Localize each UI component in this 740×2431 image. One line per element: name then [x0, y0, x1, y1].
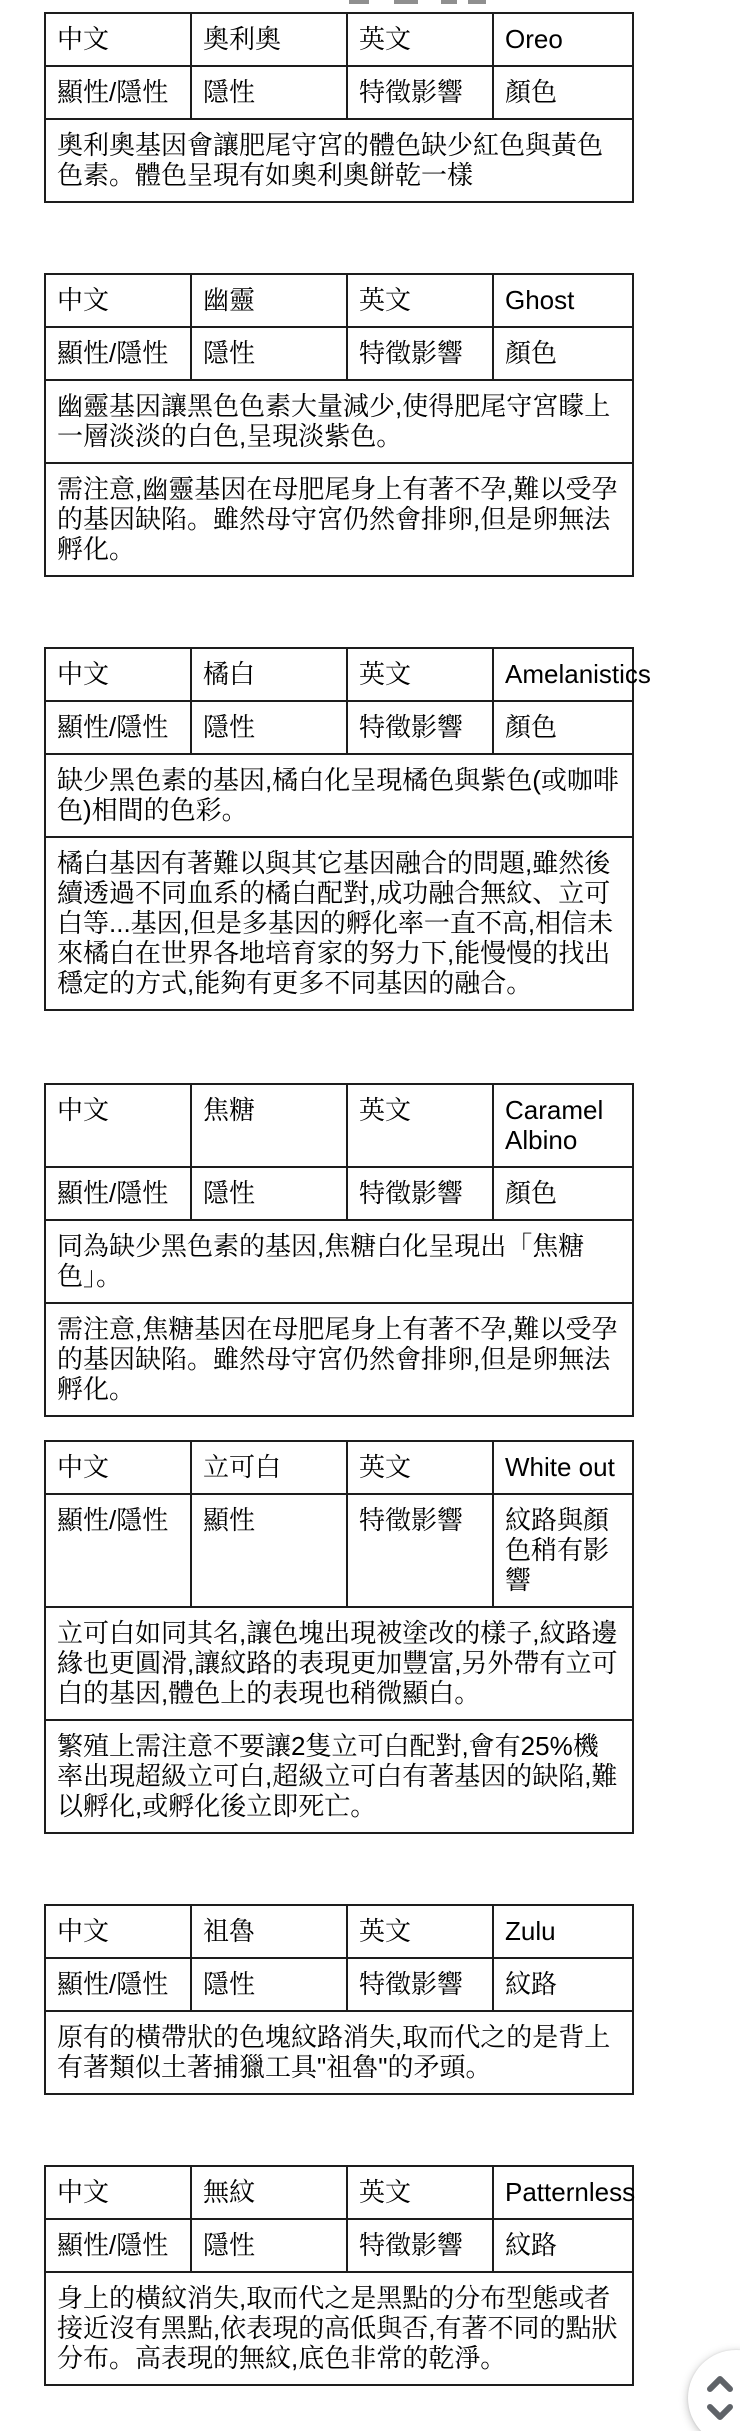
- gene-name-en: Patternless: [493, 2166, 633, 2219]
- table-row: [45, 1303, 633, 1416]
- label-trait: 特徵影響: [347, 701, 493, 754]
- table-row: [45, 274, 633, 327]
- table-row: [45, 380, 633, 463]
- label-dominance: 顯性/隱性: [45, 2219, 191, 2272]
- gene-name-zh: 幽靈: [191, 274, 347, 327]
- gene-trait: 顏色: [493, 1167, 633, 1220]
- gene-name-en: Amelanistics: [493, 648, 633, 701]
- table-row: [45, 1607, 633, 1720]
- gene-trait: 紋路: [493, 1958, 633, 2011]
- label-dominance: 顯性/隱性: [45, 1958, 191, 2011]
- label-english: 英文: [347, 13, 493, 66]
- clipped-text-remnant: [441, 0, 457, 4]
- label-chinese: 中文: [45, 274, 191, 327]
- label-english: 英文: [347, 1905, 493, 1958]
- label-trait: 特徵影響: [347, 1958, 493, 2011]
- scroll-up-button[interactable]: [705, 2374, 735, 2396]
- label-chinese: 中文: [45, 2166, 191, 2219]
- gene-name-en: Caramel Albino: [493, 1084, 633, 1167]
- table-row: [45, 754, 633, 837]
- gene-name-en: Zulu: [493, 1905, 633, 1958]
- label-trait: 特徵影響: [347, 66, 493, 119]
- gene-description: 缺少黑色素的基因,橘白化呈現橘色與紫色(或咖啡色)相間的色彩。: [45, 754, 633, 837]
- gene-trait: 顏色: [493, 327, 633, 380]
- table-row: [45, 2166, 633, 2219]
- gene-table-zulu: [44, 1904, 634, 2095]
- gene-dominance: 隱性: [191, 327, 347, 380]
- table-row: [45, 2011, 633, 2094]
- label-english: 英文: [347, 1084, 493, 1167]
- gene-name-en: Ghost: [493, 274, 633, 327]
- gene-name-zh: 祖魯: [191, 1905, 347, 1958]
- label-chinese: 中文: [45, 1441, 191, 1494]
- gene-dominance: 隱性: [191, 1167, 347, 1220]
- gene-description-warning: 需注意,幽靈基因在母肥尾身上有著不孕,難以受孕的基因缺陷。雖然母守宮仍然會排卵,但是卵無法孵化。: [45, 463, 633, 576]
- table-row: [45, 2219, 633, 2272]
- clipped-text-remnant: [394, 0, 418, 4]
- document-content: [44, 0, 740, 2386]
- gene-description-warning: 需注意,焦糖基因在母肥尾身上有著不孕,難以受孕的基因缺陷。雖然母守宮仍然會排卵,但是卵無法孵化。: [45, 1303, 633, 1416]
- gene-trait: 紋路: [493, 2219, 633, 2272]
- gene-description-warning: 繁殖上需注意不要讓2隻立可白配對,會有25%機率出現超級立可白,超級立可白有著基因的缺陷,難以孵化,或孵化後立即死亡。: [45, 1720, 633, 1833]
- gene-trait: 顏色: [493, 66, 633, 119]
- gene-table-ghost: [44, 273, 634, 577]
- label-english: 英文: [347, 1441, 493, 1494]
- gene-name-zh: 橘白: [191, 648, 347, 701]
- table-row: [45, 837, 633, 1010]
- chevron-down-icon: [705, 2410, 735, 2425]
- gene-description: 奧利奧基因會讓肥尾守宮的體色缺少紅色與黃色色素。體色呈現有如奧利奧餅乾一樣: [45, 119, 633, 202]
- label-chinese: 中文: [45, 1084, 191, 1167]
- gene-description: 立可白如同其名,讓色塊出現被塗改的樣子,紋路邊緣也更圓滑,讓紋路的表現更加豐富,另外帶有立可白的基因,體色上的表現也稍微顯白。: [45, 1607, 633, 1720]
- table-row: [45, 2272, 633, 2385]
- table-row: [45, 648, 633, 701]
- table-row: [45, 1441, 633, 1494]
- label-dominance: 顯性/隱性: [45, 701, 191, 754]
- label-trait: 特徵影響: [347, 1167, 493, 1220]
- gene-dominance: 顯性: [191, 1494, 347, 1607]
- gene-table-amelanistic: [44, 647, 651, 1011]
- label-chinese: 中文: [45, 1905, 191, 1958]
- table-row: [45, 701, 633, 754]
- gene-description: 身上的橫紋消失,取而代之是黑點的分布型態或者接近沒有黑點,依表現的高低與否,有著不同的點狀分布。高表現的無紋,底色非常的乾淨。: [45, 2272, 633, 2385]
- gene-name-en: White out: [493, 1441, 633, 1494]
- gene-description-warning: 橘白基因有著難以與其它基因融合的問題,雖然後續透過不同血系的橘白配對,成功融合無紋、立可白等...基因,但是多基因的孵化率一直不高,相信未來橘白在世界各地培育家的努力下,能慢慢的找出穩定的方式,能夠有更多不同基因的融合。: [45, 837, 633, 1010]
- label-english: 英文: [347, 648, 493, 701]
- gene-table-caramel-albino: [44, 1083, 634, 1417]
- table-row: [45, 1220, 633, 1303]
- label-dominance: 顯性/隱性: [45, 66, 191, 119]
- clipped-text-remnant: [468, 0, 486, 4]
- label-dominance: 顯性/隱性: [45, 1167, 191, 1220]
- gene-dominance: 隱性: [191, 2219, 347, 2272]
- gene-description: 幽靈基因讓黑色色素大量減少,使得肥尾守宮矇上一層淡淡的白色,呈現淡紫色。: [45, 380, 633, 463]
- table-row: [45, 1167, 633, 1220]
- table-row: [45, 463, 633, 576]
- gene-dominance: 隱性: [191, 1958, 347, 2011]
- label-trait: 特徵影響: [347, 327, 493, 380]
- gene-dominance: 隱性: [191, 701, 347, 754]
- gene-name-en: Oreo: [493, 13, 633, 66]
- gene-table-white-out: [44, 1440, 634, 1834]
- table-row: [45, 13, 633, 66]
- gene-description: 原有的橫帶狀的色塊紋路消失,取而代之的是背上有著類似土著捕獵工具"祖魯"的矛頭。: [45, 2011, 633, 2094]
- label-english: 英文: [347, 274, 493, 327]
- scroll-down-button[interactable]: [705, 2402, 735, 2424]
- label-english: 英文: [347, 2166, 493, 2219]
- gene-dominance: 隱性: [191, 66, 347, 119]
- label-chinese: 中文: [45, 13, 191, 66]
- label-trait: 特徵影響: [347, 2219, 493, 2272]
- table-row: [45, 1958, 633, 2011]
- table-row: [45, 66, 633, 119]
- gene-trait: 紋路與顏色稍有影響: [493, 1494, 633, 1607]
- table-row: [45, 119, 633, 202]
- gene-name-zh: 無紋: [191, 2166, 347, 2219]
- table-row: [45, 327, 633, 380]
- table-row: [45, 1720, 633, 1833]
- label-dominance: 顯性/隱性: [45, 327, 191, 380]
- gene-name-zh: 立可白: [191, 1441, 347, 1494]
- label-trait: 特徵影響: [347, 1494, 493, 1607]
- table-row: [45, 1084, 633, 1167]
- gene-trait: 顏色: [493, 701, 633, 754]
- gene-description: 同為缺少黑色素的基因,焦糖白化呈現出「焦糖色」。: [45, 1220, 633, 1303]
- label-chinese: 中文: [45, 648, 191, 701]
- table-row: [45, 1905, 633, 1958]
- gene-name-zh: 奧利奧: [191, 13, 347, 66]
- gene-table-patternless: [44, 2165, 634, 2386]
- label-dominance: 顯性/隱性: [45, 1494, 191, 1607]
- gene-table-oreo: [44, 12, 634, 203]
- table-row: [45, 1494, 633, 1607]
- gene-name-zh: 焦糖: [191, 1084, 347, 1167]
- chevron-up-icon: [705, 2382, 735, 2397]
- clipped-text-remnant: [349, 0, 369, 4]
